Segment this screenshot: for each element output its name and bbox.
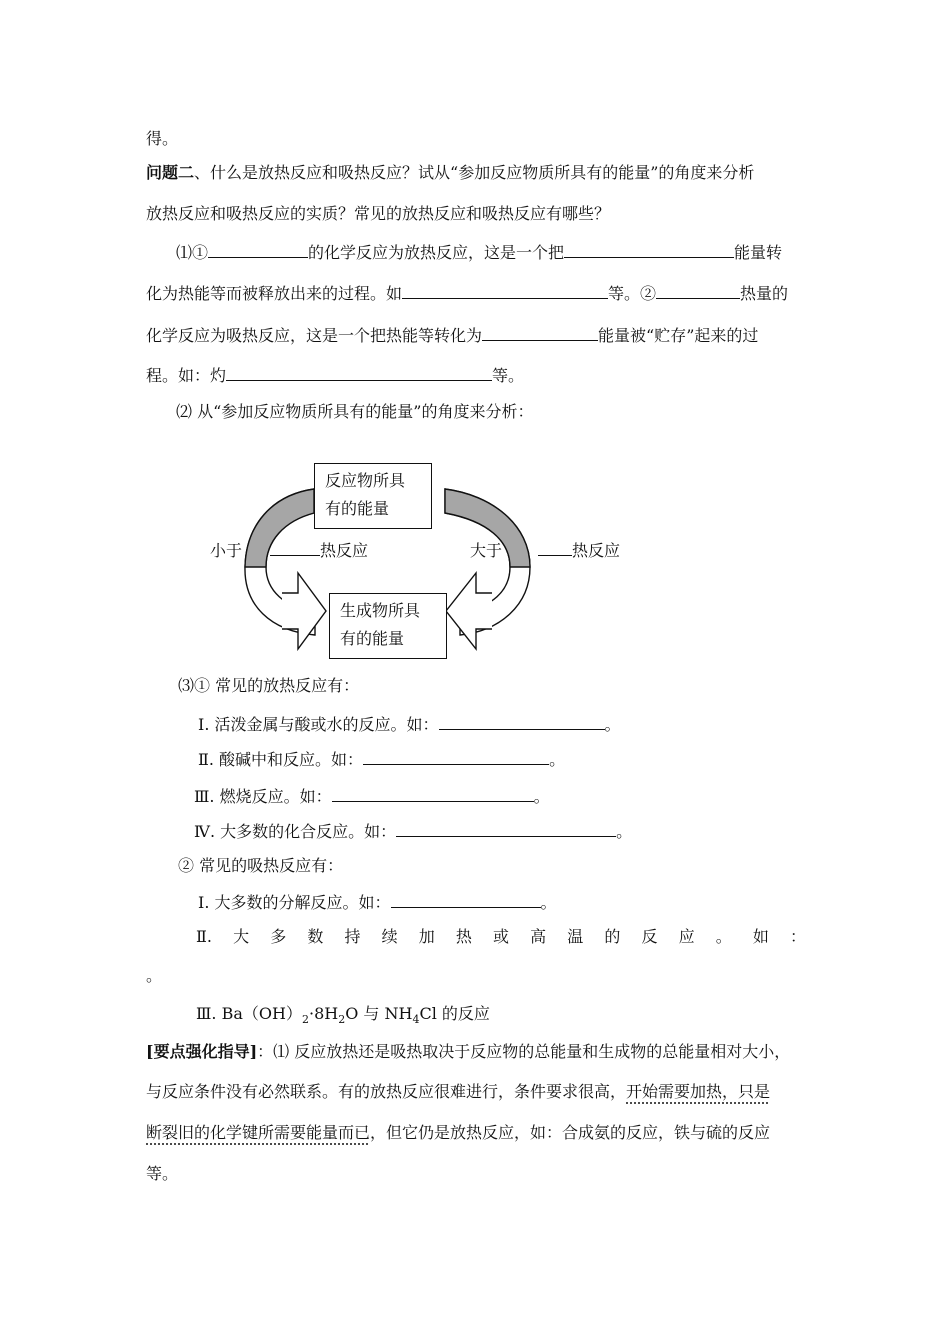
- question-2-label: 问题二: [146, 163, 195, 182]
- text: ⑴①: [176, 243, 209, 262]
- exo-item-4: [194, 820, 632, 842]
- blank[interactable]: [270, 539, 320, 556]
- text-line: 得。: [146, 129, 179, 148]
- char: 温: [567, 927, 584, 946]
- text: 与反应条件没有必然联系。有的放热反应很难进行，条件要求很高，: [146, 1082, 627, 1101]
- text: Ⅳ. 大多数的化合反应。如：: [194, 822, 397, 841]
- fill-line-2: [146, 282, 788, 304]
- box-line: 生成物所具: [340, 601, 421, 620]
- char: 应: [678, 927, 695, 946]
- blank[interactable]: [391, 891, 541, 908]
- text: 能量转: [734, 243, 783, 262]
- text: Ⅲ. Ba（OH）: [196, 1004, 302, 1023]
- blank[interactable]: [396, 820, 616, 837]
- blank[interactable]: [439, 713, 605, 730]
- blank[interactable]: [226, 364, 492, 381]
- subscript: 4: [412, 1013, 420, 1027]
- text: 能量被“贮存”起来的过: [598, 326, 759, 345]
- blank[interactable]: [564, 241, 734, 258]
- blank[interactable]: [656, 282, 740, 299]
- key-guidance-heading: [146, 1042, 790, 1062]
- char: Ⅱ.: [196, 927, 212, 946]
- char: 热: [455, 927, 472, 946]
- fill-line-4: [146, 364, 524, 386]
- text-line: 。: [146, 966, 163, 985]
- char: 高: [530, 927, 547, 946]
- char: 加: [418, 927, 435, 946]
- blank[interactable]: [332, 785, 534, 802]
- question-2-text: 、什么是放热反应和吸热反应？试从“参加反应物质所具有的能量”的角度来分析: [194, 163, 755, 182]
- exo-item-1: [198, 713, 621, 735]
- subscript: 2: [301, 1013, 309, 1027]
- text: 热反应: [572, 541, 621, 560]
- text: 化学反应为吸热反应，这是一个把热能等转化为: [146, 326, 483, 345]
- text: 程。如：灼: [146, 366, 227, 385]
- char: 的: [604, 927, 621, 946]
- text: O 与 NH: [345, 1004, 413, 1023]
- char: 或: [492, 927, 509, 946]
- fill-line-3: [146, 324, 758, 346]
- exo-item-3: [194, 785, 550, 807]
- greater-than-label: 大于: [470, 541, 503, 560]
- question-2-heading: [146, 163, 754, 183]
- char: 数: [307, 927, 324, 946]
- text: 。: [549, 750, 566, 769]
- energy-diagram: [200, 455, 640, 665]
- char: ：: [789, 927, 806, 946]
- text-line: [146, 1123, 770, 1143]
- left-reaction-fill: [270, 538, 368, 561]
- text-line: ② 常见的吸热反应有：: [178, 856, 344, 875]
- text: 。: [616, 822, 633, 841]
- text: 。: [533, 787, 550, 806]
- text: 等。②: [608, 284, 657, 303]
- box-line: 有的能量: [340, 629, 405, 648]
- text: Ⅰ. 活泼金属与酸或水的反应。如：: [198, 715, 439, 734]
- emphasized-text: 开始需要加热，只是: [626, 1082, 771, 1101]
- text: 。: [540, 893, 557, 912]
- text: Ⅰ. 大多数的分解反应。如：: [198, 893, 391, 912]
- subscript: 2: [338, 1013, 346, 1027]
- text-line: ⑵ 从“参加反应物质所具有的能量”的角度来分析：: [176, 402, 534, 421]
- box-line: 反应物所具: [325, 471, 406, 490]
- key-guidance-label: [要点强化指导]: [146, 1042, 258, 1061]
- blank[interactable]: [363, 748, 549, 765]
- endo-item-3: [196, 1004, 490, 1030]
- char: 续: [381, 927, 398, 946]
- left-arrow-head: [282, 573, 326, 649]
- char: 多: [270, 927, 287, 946]
- text: Ⅱ. 酸碱中和反应。如：: [198, 750, 364, 769]
- char: 持: [344, 927, 361, 946]
- box-line: 有的能量: [325, 499, 390, 518]
- char: 。: [715, 927, 732, 946]
- text: 的化学反应为放热反应，这是一个把: [308, 243, 565, 262]
- blank[interactable]: [538, 539, 572, 556]
- char: 大: [233, 927, 250, 946]
- product-energy-box: [329, 593, 447, 659]
- blank[interactable]: [482, 324, 598, 341]
- char: 反: [641, 927, 658, 946]
- text-line: 等。: [146, 1164, 179, 1183]
- text: 热反应: [320, 541, 369, 560]
- reactant-energy-box: [314, 463, 432, 529]
- blank[interactable]: [208, 241, 308, 258]
- fill-line-1: [176, 241, 782, 263]
- text: ，但它仍是放热反应，如：合成氨的反应，铁与硫的反应: [370, 1123, 771, 1142]
- text: Ⅲ. 燃烧反应。如：: [194, 787, 332, 806]
- text: ：⑴ 反应放热还是吸热取决于反应物的总能量和生成物的总能量相对大小，: [257, 1042, 791, 1061]
- less-than-label: 小于: [210, 541, 243, 560]
- endo-item-1: [198, 891, 557, 913]
- text: 热量的: [740, 284, 789, 303]
- text: Cl 的反应: [419, 1004, 490, 1023]
- right-reaction-fill: [538, 538, 620, 561]
- text: 化为热能等而被释放出来的过程。如: [146, 284, 403, 303]
- text: 等。: [492, 366, 525, 385]
- text-line: [146, 1082, 770, 1102]
- text: ·8H: [308, 1004, 339, 1023]
- right-arrow-head: [446, 573, 492, 649]
- blank[interactable]: [402, 282, 608, 299]
- char: 如: [752, 927, 769, 946]
- text-line: ⑶① 常见的放热反应有：: [178, 676, 360, 695]
- emphasized-text: 断裂旧的化学键所需要能量而已: [146, 1123, 371, 1142]
- exo-item-2: [198, 748, 565, 770]
- endo-item-2: [196, 927, 806, 947]
- text: 。: [604, 715, 621, 734]
- text-line: 放热反应和吸热反应的实质？常见的放热反应和吸热反应有哪些？: [146, 204, 611, 223]
